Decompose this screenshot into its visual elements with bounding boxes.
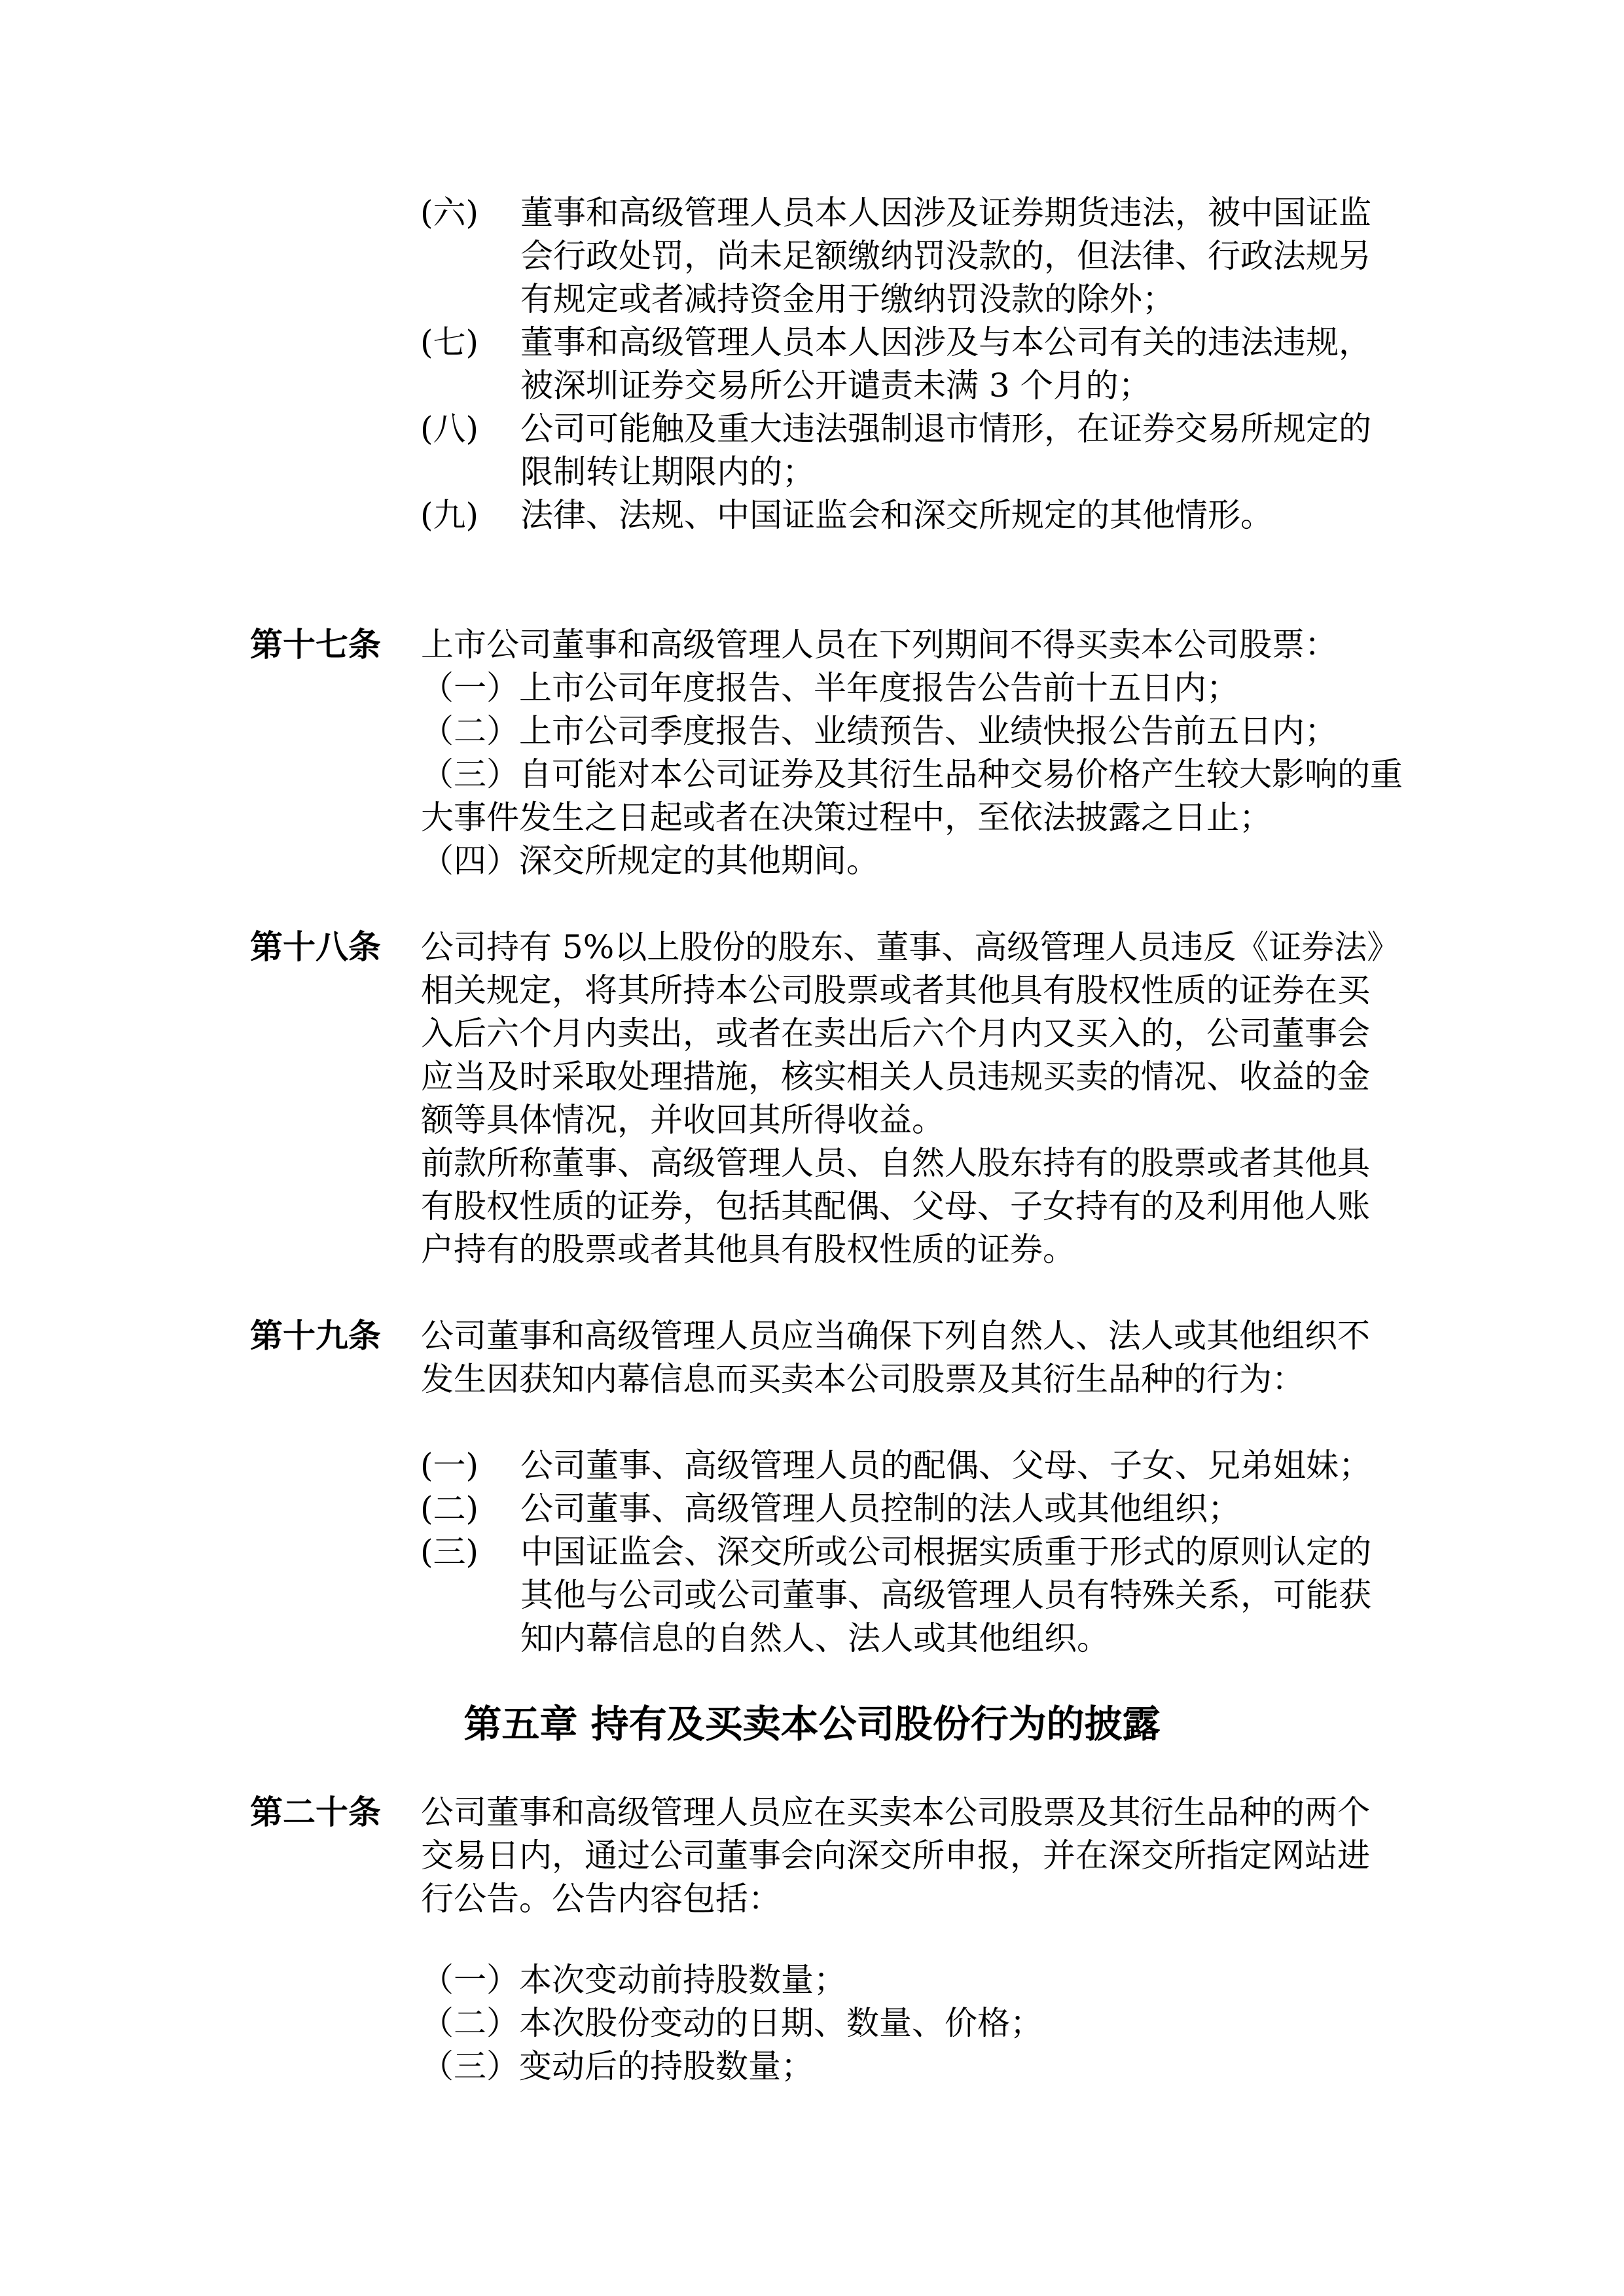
text-line: 大事件发生之日起或者在决策过程中，至依法披露之日止； (421, 798, 1272, 836)
text-line: 应当及时采取处理措施，核实相关人员违规买卖的情况、收益的金 (421, 1058, 1370, 1096)
list-item-text (520, 321, 1384, 407)
list-item (420, 493, 1624, 537)
spacer (0, 537, 1624, 623)
article-label: 第十七条 (250, 625, 381, 664)
text-line: 被深圳证券交易所公开谴责未满 3 个月的； (520, 367, 1151, 404)
list-marker: (九) (420, 496, 479, 534)
text-line: 公司董事、高级管理人员控制的法人或其他组织； (520, 1490, 1240, 1528)
article-label: 第十九条 (250, 1316, 381, 1355)
article-body (421, 623, 1403, 882)
list-item-text (520, 1487, 1384, 1530)
article-17 (250, 623, 1624, 882)
list-item-text (520, 407, 1384, 493)
article-body (421, 1314, 1396, 1401)
text-line: 公司董事和高级管理人员应当确保下列自然人、法人或其他组织不 (421, 1317, 1370, 1355)
list-item-text (520, 191, 1384, 321)
list-item-text (520, 1444, 1384, 1487)
text-line: 额等具体情况，并收回其所得收益。 (421, 1101, 945, 1139)
text-line: （二）上市公司季度报告、业绩预告、业绩快报公告前五日内； (421, 712, 1337, 750)
text-line: 有规定或者减持资金用于缴纳罚没款的除外； (520, 280, 1175, 318)
text-line: 发生因获知内幕信息而买卖本公司股票及其衍生品种的行为： (421, 1360, 1305, 1398)
text-line: 交易日内，通过公司董事会向深交所申报，并在深交所指定网站进 (421, 1837, 1370, 1874)
chapter-heading: 第五章 持有及买卖本公司股份行为的披露 (463, 1702, 1161, 1746)
text-line: 知内幕信息的自然人、法人或其他组织。 (520, 1619, 1110, 1657)
numbered-list-article-20 (421, 1958, 1624, 2088)
spacer (0, 1401, 1624, 1444)
text-line: （三）自可能对本公司证券及其衍生品种交易价格产生较大影响的重 (421, 755, 1403, 793)
article-19 (250, 1314, 1624, 1401)
text-line: 前款所称董事、高级管理人员、自然人股东持有的股票或者其他具 (421, 1144, 1370, 1182)
numbered-list-top (420, 191, 1624, 537)
list-marker: (七) (420, 323, 479, 361)
spacer (0, 1660, 1624, 1696)
spacer (0, 882, 1624, 925)
list-item (420, 1530, 1624, 1660)
spacer (0, 1271, 1624, 1314)
article-body (421, 1791, 1396, 1920)
article-label: 第十八条 (250, 927, 381, 966)
text-line: 会行政处罚，尚未足额缴纳罚没款的，但法律、行政法规另 (520, 237, 1371, 275)
list-marker: (一) (420, 1446, 479, 1484)
list-item (420, 191, 1624, 321)
text-line: （一）上市公司年度报告、半年度报告公告前十五日内； (421, 669, 1239, 707)
list-item (420, 1487, 1624, 1530)
text-line: 有股权性质的证券，包括其配偶、父母、子女持有的及利用他人账 (421, 1187, 1370, 1225)
text-line: 中国证监会、深交所或公司根据实质重于形式的原则认定的 (520, 1533, 1371, 1571)
text-line: 限制转让期限内的； (520, 453, 815, 491)
text-line: （一）本次变动前持股数量； (421, 1961, 846, 1999)
text-line: 其他与公司或公司董事、高级管理人员有特殊关系，可能获 (520, 1576, 1371, 1614)
text-line: （二）本次股份变动的日期、数量、价格； (421, 2004, 1043, 2042)
text-line: 行公告。公告内容包括： (421, 1880, 781, 1918)
text-line: 相关规定，将其所持本公司股票或者其他具有股权性质的证券在买 (421, 971, 1370, 1009)
spacer (0, 1920, 1624, 1958)
text-line: 董事和高级管理人员本人因涉及证券期货违法，被中国证监 (520, 194, 1371, 232)
text-line: 户持有的股票或者其他具有股权性质的证券。 (421, 1230, 1075, 1268)
numbered-list-article-19 (420, 1444, 1624, 1660)
list-item (420, 321, 1624, 407)
list-marker: (二) (420, 1490, 479, 1528)
text-line: 公司董事和高级管理人员应在买卖本公司股票及其衍生品种的两个 (421, 1793, 1370, 1831)
spacer (0, 1751, 1624, 1791)
article-label: 第二十条 (250, 1793, 381, 1831)
list-marker: (八) (420, 410, 479, 448)
article-20 (250, 1791, 1624, 1920)
text-line: 公司持有 5%以上股份的股东、董事、高级管理人员违反《证券法》 (421, 928, 1400, 966)
text-line: （四）深交所规定的其他期间。 (421, 842, 879, 880)
text-line: 公司可能触及重大违法强制退市情形，在证券交易所规定的 (520, 410, 1371, 448)
text-line: 法律、法规、中国证监会和深交所规定的其他情形。 (520, 496, 1273, 534)
article-18 (250, 925, 1624, 1271)
list-item-text (520, 493, 1384, 537)
text-line: 公司董事、高级管理人员的配偶、父母、子女、兄弟姐妹； (520, 1446, 1371, 1484)
text-line: 入后六个月内卖出，或者在卖出后六个月内又买入的，公司董事会 (421, 1014, 1370, 1052)
text-line: （三）变动后的持股数量； (421, 2047, 814, 2085)
article-body (421, 925, 1400, 1271)
list-item-text (520, 1530, 1384, 1660)
list-item (420, 1444, 1624, 1487)
list-marker: (三) (420, 1533, 479, 1571)
text-line: 董事和高级管理人员本人因涉及与本公司有关的违法违规， (520, 323, 1371, 361)
list-marker: (六) (420, 194, 479, 232)
list-item (420, 407, 1624, 493)
text-line: 上市公司董事和高级管理人员在下列期间不得买卖本公司股票： (421, 626, 1337, 664)
